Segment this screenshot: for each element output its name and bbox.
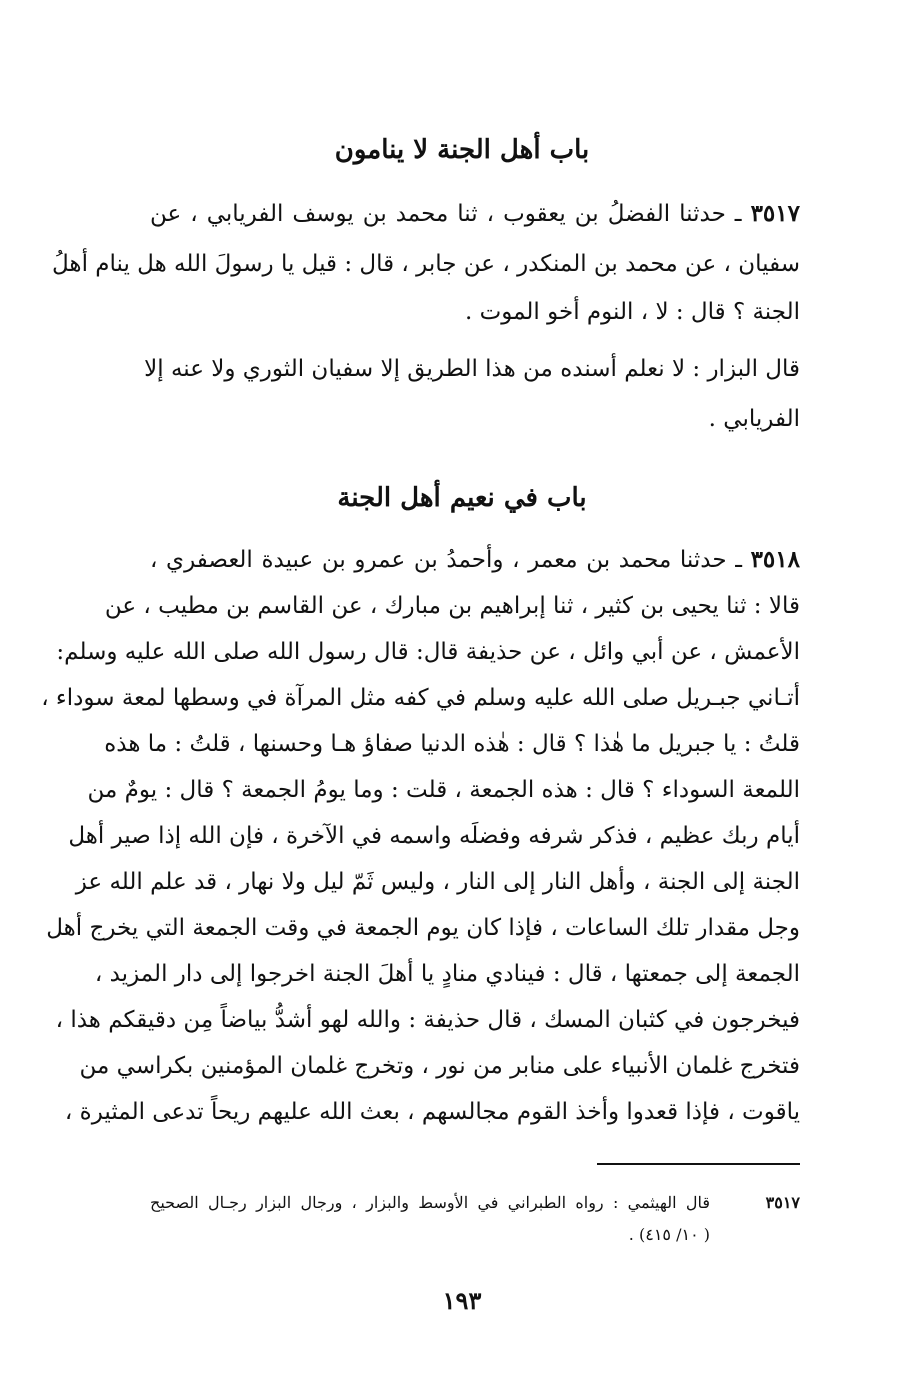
footnote-separator xyxy=(597,1163,800,1165)
page-number: ١٩٣ xyxy=(442,1286,482,1315)
hadith-3518-line-4: أتـاني جبـريل صلى الله عليه وسلم في كفه مثل المرآة في وسطها لمعة سوداء ، xyxy=(41,685,800,711)
hadith-3518-line-11: فيخرجون في كثبان المسك ، قال حذيفة : والله لهو أشدُّ بياضاً مِن دقيقكم هذا ، xyxy=(55,1007,800,1033)
hadith-3518-line-1: ٣٥١٨ ـ حدثنا محمد بن معمر ، وأحمدُ بن عمرو بن عبيدة العصفري ، xyxy=(150,546,800,573)
hadith-3518-line-6: اللمعة السوداء ؟ قال : هذه الجمعة ، قلت : وما يومُ الجمعة ؟ قال : يومٌ من xyxy=(87,777,800,803)
hadith-3517-line-2: سفيان ، عن محمد بن المنكدر ، عن جابر ، قال : قيل يا رسولَ الله هل ينام أهلُ xyxy=(52,251,800,277)
hadith-3518-line-5: قلتُ : يا جبريل ما هٰذا ؟ قال : هٰذه الدنيا صفاؤ هـا وحسنها ، قلتُ : ما هذه xyxy=(104,731,800,757)
hadith-3518-line-8: الجنة إلى الجنة ، وأهل النار إلى النار ، وليس ثَمّ ليل ولا نهار ، قد علم الله عز xyxy=(75,869,800,895)
chapter-heading-sleep: باب أهل الجنة لا ينامون xyxy=(334,135,590,165)
chapter-heading-bliss: باب في نعيم أهل الجنة xyxy=(337,483,587,513)
footnote-number: ٣٥١٧ xyxy=(765,1193,800,1212)
hadith-3518-line-12: فتخرج غلمان الأنبياء على منابر من نور ، وتخرج غلمان المؤمنين بكراسي من xyxy=(79,1053,800,1079)
hadith-3517-line-1: ٣٥١٧ ـ حدثنا الفضلُ بن يعقوب ، ثنا محمد بن يوسف الفريابي ، عن xyxy=(150,200,800,227)
hadith-3518-line-3: الأعمش ، عن أبي وائل ، عن حذيفة قال: قال رسول الله صلى الله عليه وسلم: xyxy=(56,639,800,665)
hadith-number: ٣٥١٨ xyxy=(750,546,800,573)
footnote-line-1: قال الهيثمي : رواه الطبراني في الأوسط والبزار ، ورجال البزار رجـال الصحيح xyxy=(150,1193,710,1212)
footnote-line-2: ( ١٠/ ٤١٥) . xyxy=(628,1225,710,1244)
bazzar-note-line-1: قال البزار : لا نعلم أسنده من هذا الطريق إلا سفيان الثوري ولا عنه إلا xyxy=(144,356,800,382)
hadith-3517-line-3: الجنة ؟ قال : لا ، النوم أخو الموت . xyxy=(464,299,800,325)
hadith-3518-line-13: ياقوت ، فإذا قعدوا وأخذ القوم مجالسهم ، بعث الله عليهم ريحاً تدعى المثيرة ، xyxy=(64,1099,800,1125)
hadith-number: ٣٥١٧ xyxy=(750,200,800,227)
hadith-3518-line-2: قالا : ثنا يحيى بن كثير ، ثنا إبراهيم بن مبارك ، عن القاسم بن مطيب ، عن xyxy=(104,593,800,619)
hadith-3518-line-7: أيام ربك عظيم ، فذكر شرفه وفضلَه واسمه في الآخرة ، فإن الله إذا صير أهل xyxy=(68,823,800,849)
hadith-3518-line-10: الجمعة إلى جمعتها ، قال : فينادي منادٍ يا أهلَ الجنة اخرجوا إلى دار المزيد ، xyxy=(94,961,800,987)
bazzar-note-line-2: الفريابي . xyxy=(708,406,800,432)
hadith-3518-line-9: وجل مقدار تلك الساعات ، فإذا كان يوم الجمعة في وقت الجمعة التي يخرج أهل xyxy=(46,915,800,941)
